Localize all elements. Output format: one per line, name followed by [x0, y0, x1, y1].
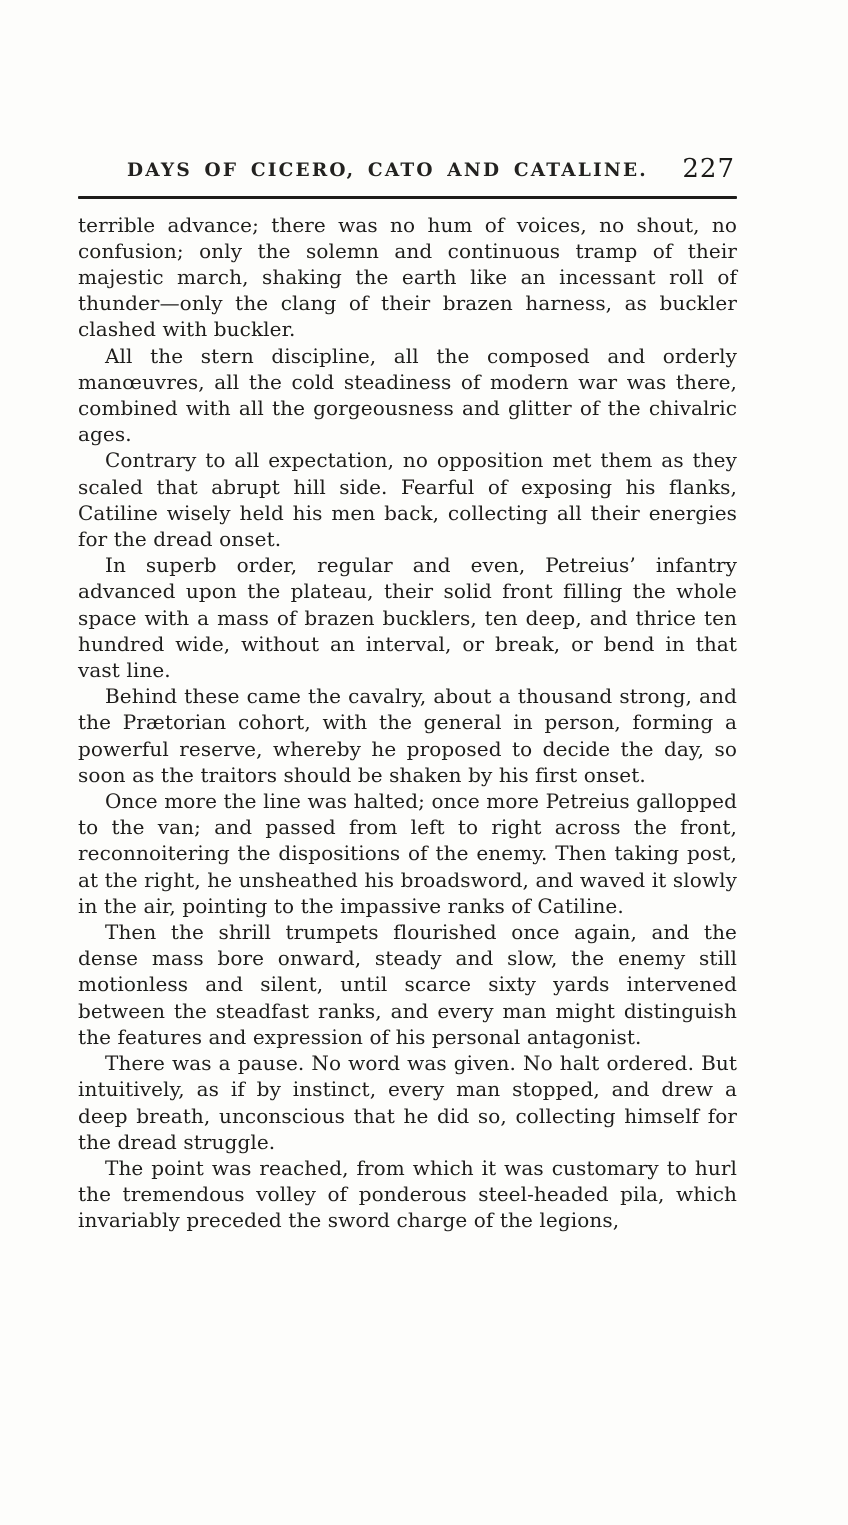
paragraph: terrible advance; there was no hum of voices, no shout, no confusion; only the solemn and continuous tramp of their majestic march, shaking the earth like an incessant roll of thunder—only the clang of their brazen harness, as buckler clashed with buckler. [78, 212, 737, 342]
running-head-title: DAYS OF CICERO, CATO AND CATALINE. [127, 160, 648, 181]
header-rule [78, 196, 737, 199]
paragraph: Once more the line was halted; once more Petreius gallopped to the van; and passed from left to right across the front, reconnoitering the dispositions of the enemy. Then taking post, at the right, he unsheathed his broadsword, and waved it slowly in the air, pointing to the impassive ranks of Catiline. [78, 789, 737, 918]
paragraph: Behind these came the cavalry, about a thousand strong, and the Prætorian cohort, with the general in person, forming a powerful reserve, whereby he proposed to decide the day, so soon as the traitors should be shaken by his first onset. [78, 684, 737, 787]
paragraph: Then the shrill trumpets flourished once again, and the dense mass bore onward, steady and slow, the enemy still motionless and silent, until scarce sixty yards intervened between the steadfast ranks, and every man might distinguish the features and expression of his personal antagonist. [78, 920, 737, 1049]
body-text [78, 212, 737, 1234]
page-header [78, 154, 737, 188]
paragraph: The point was reached, from which it was customary to hurl the tremendous volley of ponderous steel-headed pila, which invariably preceded the sword charge of the legions, [78, 1155, 737, 1233]
paragraph: Contrary to all expectation, no opposition met them as they scaled that abrupt hill side. Fearful of exposing his flanks, Catiline wisely held his men back, collecting all their energies for the dread onset. [78, 448, 737, 552]
paragraph: There was a pause. No word was given. No halt ordered. But intuitively, as if by instinct, every man stopped, and drew a deep breath, unconscious that he did so, collecting himself for the dread struggle. [78, 1051, 737, 1154]
page-number: 227 [682, 154, 735, 184]
paragraph: In superb order, regular and even, Petreius’ infantry advanced upon the plateau, their solid front filling the whole space with a mass of brazen bucklers, ten deep, and thrice ten hundred wide, without an interval, or break, or bend in that vast line. [78, 553, 737, 683]
paragraph: All the stern discipline, all the composed and orderly manœuvres, all the cold steadiness of modern war was there, combined with all the gorgeousness and glitter of the chivalric ages. [78, 343, 737, 447]
